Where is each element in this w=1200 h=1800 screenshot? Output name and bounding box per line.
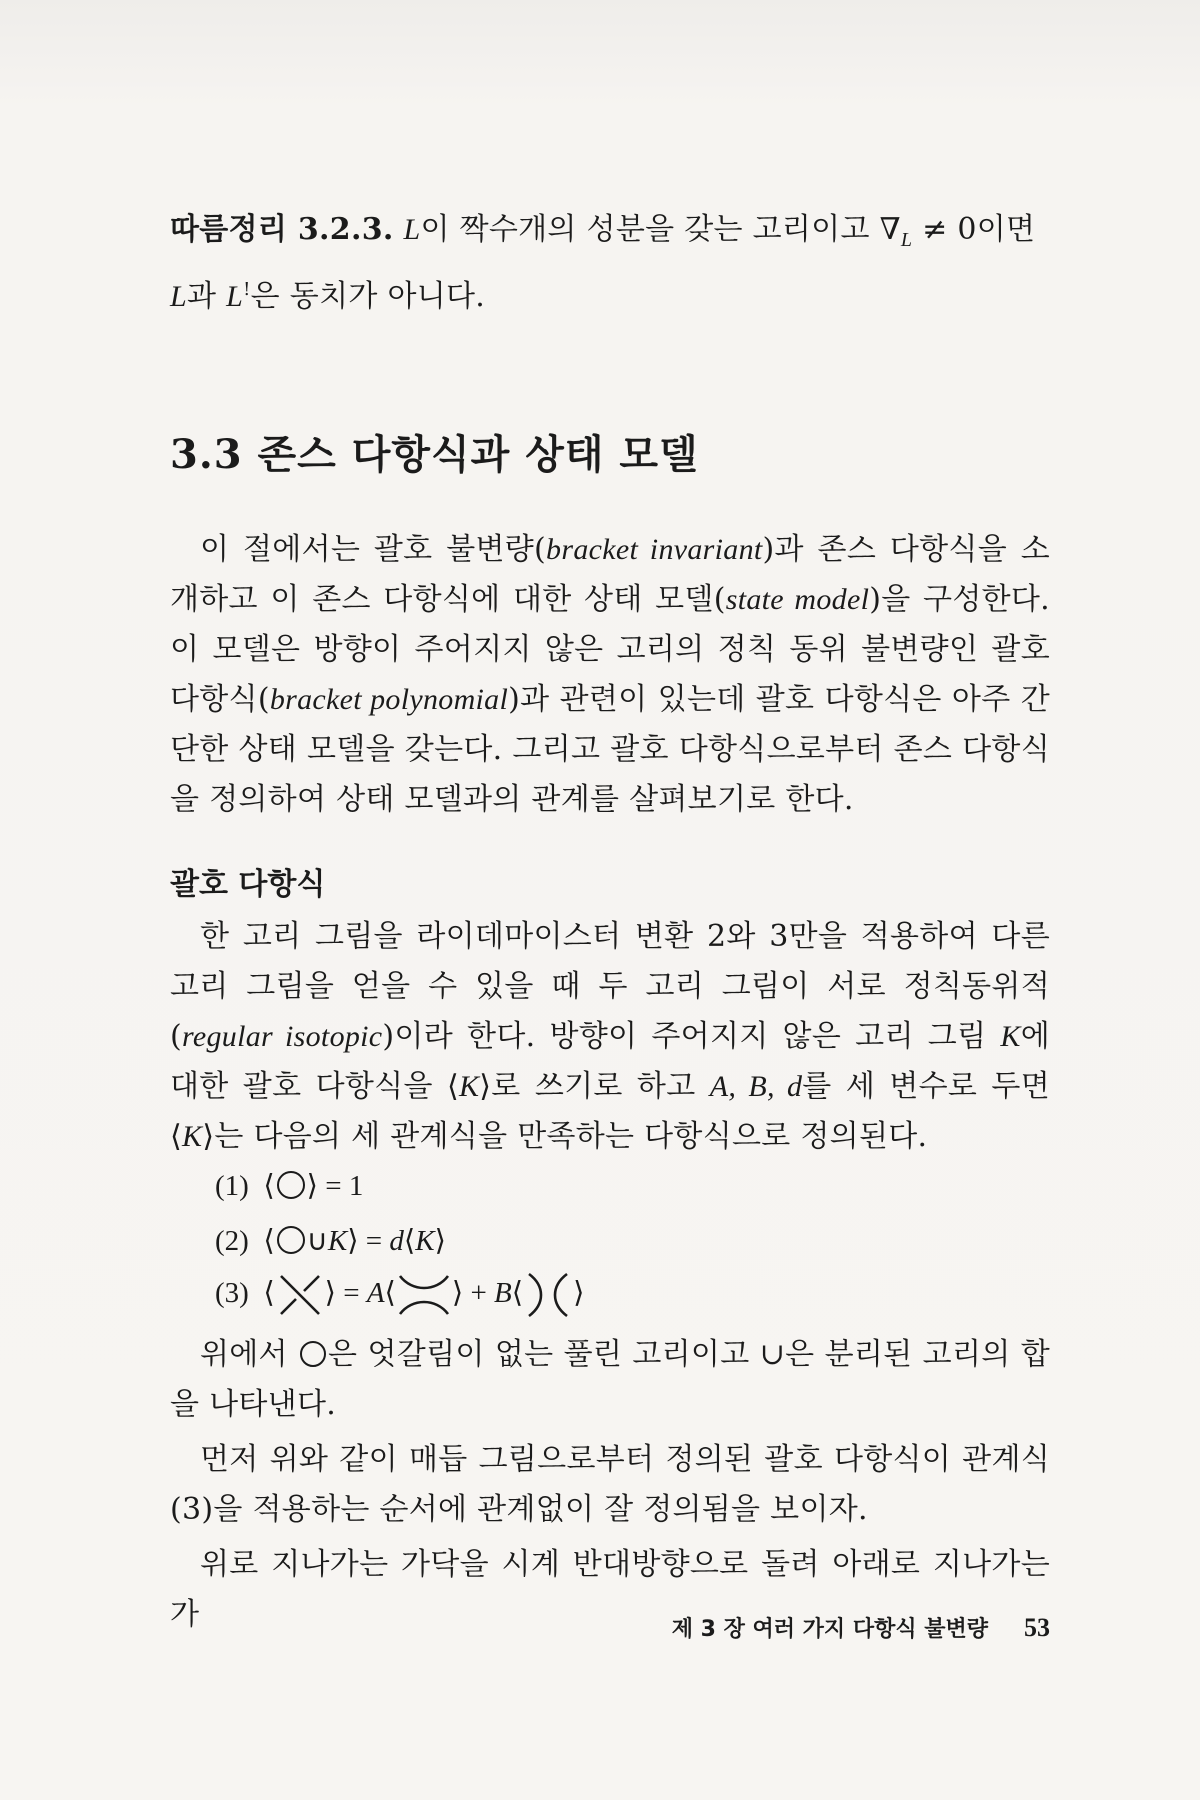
corollary-conj: 과 [187,279,227,314]
corollary-var-L-line2: L [170,280,187,313]
crossing-icon [275,1270,325,1320]
bracket-open: ⟨ [384,1277,396,1309]
relation-3 [215,1270,584,1330]
bracket-open: ⟨ [263,1225,275,1257]
relation-1 [215,1163,363,1209]
corollary-text: 이 짝수개의 성분을 갖는 고리이고 [420,212,880,247]
bracket-open: ⟨ [511,1277,524,1309]
term-regular-isotopic: regular isotopic [182,1020,383,1053]
mirror-superscript: ! [243,279,251,300]
defn-text-3: 에 대한 괄호 다항식을 ⟨ [170,1019,1050,1104]
relation-1-rhs: ⟩ = 1 [306,1170,364,1202]
running-footer-chapter: 제 3 장 여러 가지 다항식 불변량 [671,1617,988,1642]
proof-intro-paragraph: 먼저 위와 같이 매듭 그림으로부터 정의된 괄호 다항식이 관계식 (3)을 적용하는 순서에 관계없이 잘 정의됨을 보이자. [170,1442,1050,1527]
equals: ⟩ = [324,1277,367,1309]
vertical-smoothing-icon [523,1270,573,1320]
term-state-model: state model [725,583,870,616]
equals: ⟩ = [347,1225,390,1257]
defn-text-6: ⟩는 다음의 세 관계식을 만족하는 다항식으로 정의된다. [202,1119,928,1154]
disjoint-union-symbol: ∪ [306,1225,328,1257]
bracket-open: ⟨ [403,1225,416,1257]
nabla-subscript: L [900,229,913,251]
bracket-open: ⟨ [263,1277,275,1309]
var-K: K [458,1070,480,1103]
corollary-var-L: L [403,213,421,246]
relation-3-label: (3) [215,1277,249,1309]
vars-A-B-d: A, B, d [709,1070,803,1103]
var-A: A [366,1277,385,1309]
section-title: 3.3 존스 다항식과 상태 모델 [170,431,699,478]
term-bracket-invariant: bracket invariant [546,533,763,566]
defn-text-1: 한 고리 그림을 라이데마이스터 변환 2와 3만을 적용하여 다른 고리 그림을 얻을 수 있을 때 두 고리 그림이 서로 정칙동위적( [170,919,1050,1054]
unknot-circle-icon [300,1341,326,1367]
plus: ⟩ + [451,1277,495,1309]
defn-text-5: 를 세 변수로 두면 ⟨ [170,1069,1050,1154]
var-B: B [494,1277,512,1309]
horizontal-smoothing-icon [396,1270,452,1320]
var-d: d [389,1225,404,1257]
corollary-3-2-3 [170,205,1050,322]
corollary-space [394,212,404,247]
relation-1-label: (1) [215,1170,249,1202]
intro-text-4: )과 관련이 있는데 괄호 다항식은 아주 간단한 상태 모델을 갖는다. 그리고 괄호 다항식으로부터 존스 다항식을 정의하여 상태 모델과의 관계를 살펴보기로 한다. [170,682,1050,817]
bracket-open: ⟨ [263,1170,275,1202]
relation-2 [215,1218,446,1264]
relation-2-label: (2) [215,1225,249,1257]
defn-text-2: )이라 한다. 방향이 주어지지 않은 고리 그림 [382,1019,1001,1054]
bracket-close: ⟩ [434,1225,446,1257]
definition-paragraph [170,912,1050,1162]
bracket-close: ⟩ [573,1277,585,1309]
corollary-condition: ≠ 0이면 [912,212,1036,247]
defn-text-4: ⟩로 쓰기로 하고 [479,1069,710,1104]
var-K: K [415,1225,435,1257]
page-number: 53 [1024,1613,1050,1642]
relations-explanation [170,1330,1050,1430]
subsection-title: 괄호 다항식 [170,867,326,902]
page-footer [640,1612,1050,1643]
explanation-text-2: 은 엇갈림이 없는 풀린 고리이고 ∪은 분리된 고리의 합을 나타낸다. [170,1337,1050,1422]
continuation-paragraph: 위로 지나가는 가닥을 시계 반대방향으로 돌려 아래로 지나가는 가 [170,1547,1050,1632]
unknot-circle-icon [277,1171,305,1199]
explanation-text-1: 위에서 [200,1337,299,1372]
corollary-var-L-mirror: L [226,280,244,313]
term-bracket-polynomial: bracket polynomial [269,683,509,716]
intro-text-2: )과 존스 다항식을 소개하고 이 존스 다항식에 대한 상태 모델( [170,532,1050,617]
corollary-label: 따름정리 3.2.3. [170,212,394,247]
section-intro-paragraph [170,525,1050,825]
nabla-symbol: ∇ [879,212,901,247]
var-K: K [327,1225,348,1257]
corollary-conclusion: 은 동치가 아니다. [250,279,486,314]
unknot-circle-icon [277,1226,305,1254]
var-K: K [1000,1020,1021,1053]
var-K: K [182,1120,203,1153]
intro-text-3: )을 구성한다. 이 모델은 방향이 주어지지 않은 고리의 정칙 동위 불변량인 괄호 다항식( [170,582,1050,717]
intro-text-1: 이 절에서는 괄호 불변량( [200,532,547,567]
